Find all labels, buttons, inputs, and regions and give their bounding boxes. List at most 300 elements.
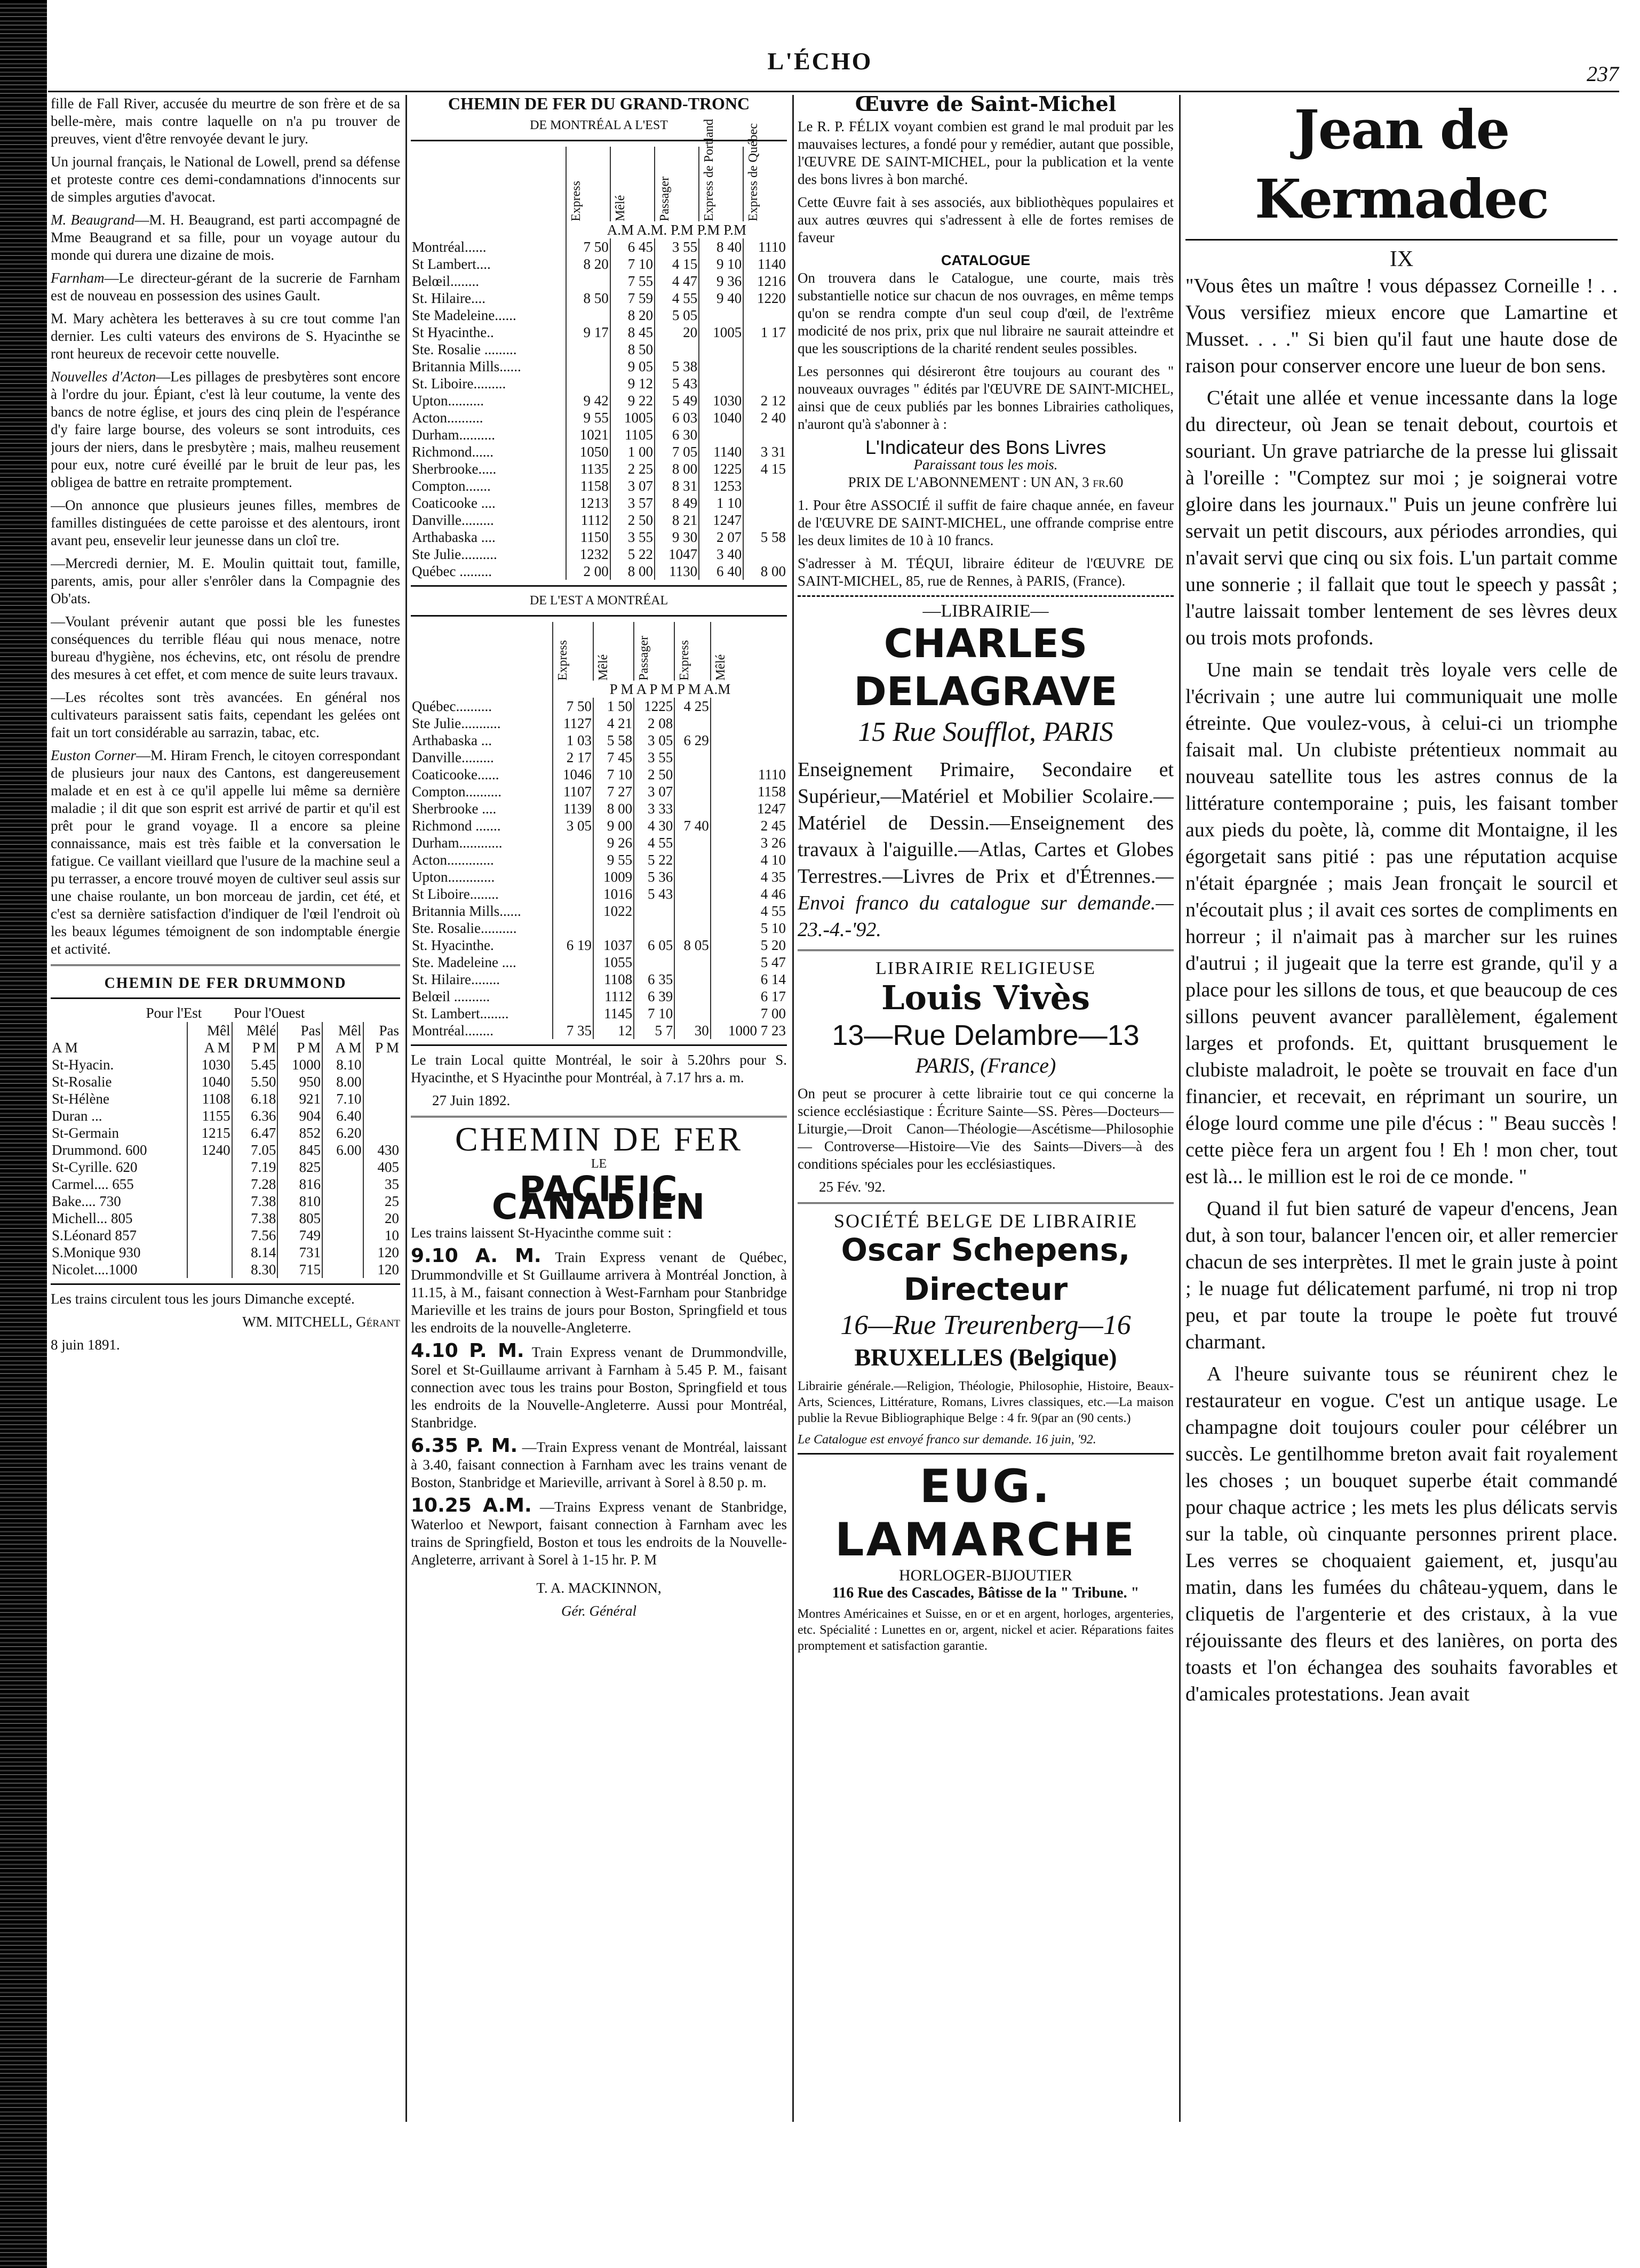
timetable-row — [51, 1176, 400, 1193]
time-cell — [743, 426, 787, 443]
vives-address: 13—Rue Delambre—13 — [832, 1019, 1140, 1051]
time-cell: 4 55 — [634, 834, 674, 851]
col-head: Express — [678, 640, 692, 681]
time-cell: 3 05 — [634, 732, 674, 749]
time-cell: 8 20 — [610, 307, 655, 324]
story-paragraph: A l'heure suivante tous se réunirent chez le restaurateur en vogue. C'est un antique usage. Le champagne doit toujours couler pour célébrer un succès. Le gentilhomme breton avait fait royalement les choses ; un bouquet superbe était commandé pour chaque actrice ; les mets les plus délicats servis sur la table, où cinquante personnes prirent place. Les verres se choquaient gaiement, et, jusqu'au matin, dans les fumées du château-yquem, dans le cliquetis de l'argenterie et des cristaux, à la vue réjouissante des fleurs et des lanières, on porta des toasts et l'on échangea des souhaits favorables et d'amicales protestations. Jean avait — [1185, 1363, 1618, 1705]
time-cell — [187, 1227, 232, 1244]
article-paragraph: Un journal français, le National de Lowell, prend sa défense et proteste contre ces demi-condamnations d'innocents sur de simples arguties d'avocat. — [51, 154, 400, 205]
time-cell — [674, 766, 711, 783]
timetable-row — [411, 426, 787, 443]
delagrave-label: —LIBRAIRIE— — [922, 601, 1049, 621]
timetable-heads — [411, 147, 787, 221]
column-2-railways — [411, 95, 787, 2250]
cp-text: Train Express venant de Québec, Drummondville et St Guillaume arrivera à Montréal Jonction, à 11.15, à M., faisant connection à West-Farnham pour Stanbridge Marieville et les trains de jours pour Boston, Springfield et tous les endroits de la nouvelle-Angleterre. — [411, 1249, 787, 1336]
time-cell: 7 27 — [593, 783, 634, 800]
time-cell — [553, 851, 593, 868]
timetable-row — [411, 1022, 787, 1039]
time-cell — [674, 800, 711, 817]
time-cell — [674, 954, 711, 971]
ad-paragraph: Cette Œuvre fait à ses associés, aux bibliothèques populaires et aux autres œuvres qui s'adressent à elle de fortes remises de faveur — [798, 194, 1174, 245]
cp-time: 9.10 A. M. — [411, 1245, 542, 1267]
time-cell: 8 31 — [655, 477, 699, 494]
time-cell: 1216 — [743, 273, 787, 290]
time-cell: 1000 — [277, 1056, 322, 1073]
time-cell: 1110 — [743, 238, 787, 255]
time-cell — [322, 1210, 363, 1227]
station-name: Michell... 805 — [52, 1210, 133, 1226]
timetable-note: Le train Local quitte Montréal, le soir à 5.20hrs pour S. Hyacinthe, et S Hyacinthe pour Montréal, à 7.17 hrs a. m. — [411, 1052, 787, 1085]
time-cell: 8 05 — [674, 937, 711, 954]
section-rule — [411, 140, 787, 141]
time-cell: 5.50 — [232, 1073, 278, 1090]
time-cell: 7.19 — [232, 1159, 278, 1176]
station-name: Durham............ — [412, 835, 503, 851]
time-cell: 6 19 — [553, 937, 593, 954]
time-cell: 1000 7 23 — [711, 1022, 787, 1039]
timetable-row — [411, 307, 787, 324]
time-cell: 7 35 — [553, 1022, 593, 1039]
station-name: Ste. Rosalie.......... — [412, 920, 517, 936]
grand-trunk-subtitle: DE L'EST A MONTRÉAL — [529, 594, 668, 608]
time-cell — [593, 920, 634, 937]
timetable-ampm: P M A P M P M A.M — [553, 681, 787, 698]
article-paragraph — [51, 747, 400, 958]
section-rule — [51, 997, 400, 999]
station-name: Britannia Mills...... — [412, 358, 521, 374]
time-cell — [187, 1159, 232, 1176]
time-cell: 1 10 — [699, 494, 743, 512]
time-cell: 9 55 — [566, 409, 610, 426]
column-3-advertisements — [798, 95, 1174, 2250]
time-cell: 7.56 — [232, 1227, 278, 1244]
time-cell — [699, 375, 743, 392]
time-cell: 7 50 — [566, 238, 610, 255]
cp-text: —Train Express venant de Montréal, laissant à 3.40, faisant connection à Farnham avec les trains venant de Boston, Stanbridge et Marieville, arrivant à Sorel à 8.50 p. m. — [411, 1439, 787, 1490]
time-cell: 1155 — [187, 1107, 232, 1124]
time-cell: 1215 — [187, 1124, 232, 1141]
ampm: P M — [232, 1039, 278, 1056]
station-name: Richmond ....... — [412, 818, 501, 834]
time-cell: 2 00 — [566, 563, 610, 580]
time-cell: 1037 — [593, 937, 634, 954]
timetable-row — [411, 834, 787, 851]
time-cell: 1135 — [566, 460, 610, 477]
time-cell: 8 45 — [610, 324, 655, 341]
section-rule — [411, 615, 787, 617]
time-cell: 20 — [363, 1210, 400, 1227]
railway-title: CHEMIN DE FER DRUMMOND — [104, 975, 347, 992]
station-name: St Lambert.... — [412, 256, 491, 272]
time-cell — [674, 971, 711, 988]
time-cell: 9 30 — [655, 529, 699, 546]
time-cell: 816 — [277, 1176, 322, 1193]
time-cell — [553, 834, 593, 851]
time-cell — [674, 868, 711, 885]
cp-title-line2: PACIFIC CANADIEN — [491, 1169, 706, 1227]
col-head: Mêlé — [232, 1022, 278, 1039]
station-name: Ste Madeleine...... — [412, 307, 516, 323]
timetable-row — [411, 954, 787, 971]
timetable-row — [411, 477, 787, 494]
time-cell: 8 21 — [655, 512, 699, 529]
time-cell — [553, 903, 593, 920]
time-cell: 1009 — [593, 868, 634, 885]
section-rule — [798, 949, 1174, 953]
section-rule — [51, 1283, 400, 1285]
time-cell — [711, 698, 787, 715]
time-cell — [553, 1005, 593, 1022]
time-cell — [553, 954, 593, 971]
time-cell — [187, 1176, 232, 1193]
time-cell — [674, 834, 711, 851]
saint-michel-title: Œuvre de Saint-Michel — [855, 95, 1117, 116]
station-name: Upton.......... — [412, 393, 484, 409]
time-cell: 6.36 — [232, 1107, 278, 1124]
station-name: Arthabaska .... — [412, 529, 496, 545]
article-paragraph: M. Mary achètera les betteraves à su cre tout comme l'an dernier. Les culti vateurs des environs de S. Hyacinthe se ront heureux de recevoir cette nouvelle. — [51, 310, 400, 362]
cp-schedule — [411, 1247, 787, 1337]
time-cell: 1225 — [699, 460, 743, 477]
time-cell — [743, 307, 787, 324]
timetable-row — [411, 290, 787, 307]
time-cell: 1158 — [566, 477, 610, 494]
time-cell: 1127 — [553, 715, 593, 732]
time-cell: 1005 — [610, 409, 655, 426]
ad-text: Enseignement Primaire, Secondaire et Supérieur,—Matériel et Mobilier Scolaire.—Matériel de Dessin.—Enseignement des travaux à l'aiguille.—Atlas, Cartes et Globes Terrestres.—Livres de Prix et d'Étrennes. — [798, 758, 1174, 888]
time-cell: 6 17 — [711, 988, 787, 1005]
time-cell — [674, 903, 711, 920]
timetable-row — [411, 988, 787, 1005]
time-cell: 7 40 — [674, 817, 711, 834]
station-name: Arthabaska ... — [412, 732, 492, 748]
time-cell: 4 15 — [743, 460, 787, 477]
time-cell — [711, 749, 787, 766]
time-cell: 5 36 — [634, 868, 674, 885]
time-cell: 8 20 — [566, 255, 610, 273]
station-name: Québec.......... — [412, 698, 492, 714]
timetable-row — [411, 529, 787, 546]
cp-signature-role: Gér. Général — [561, 1603, 636, 1619]
timetable-row — [411, 868, 787, 885]
station-name: Belœil .......... — [412, 988, 490, 1004]
time-cell: 1040 — [187, 1073, 232, 1090]
time-cell — [363, 1090, 400, 1107]
direction-west: Pour l'Ouest — [234, 1005, 305, 1021]
article-lead: M. Beaugrand — [51, 212, 135, 228]
col-head: Mêlé — [613, 195, 627, 221]
time-cell — [743, 477, 787, 494]
timetable-row — [51, 1073, 400, 1090]
timetable-row — [411, 885, 787, 903]
grand-trunk-title: CHEMIN DE FER DU GRAND-TRONC — [448, 95, 750, 113]
timetable-row — [51, 1056, 400, 1073]
time-cell: 1145 — [593, 1005, 634, 1022]
ad-price: PRIX DE L'ABONNEMENT : UN AN, 3 fr.60 — [848, 474, 1124, 490]
station-name: Belœil........ — [412, 273, 479, 289]
time-cell: 5 49 — [655, 392, 699, 409]
section-rule — [411, 585, 787, 587]
timetable-row — [51, 1159, 400, 1176]
time-cell: 1232 — [566, 546, 610, 563]
cp-time: 10.25 A.M. — [411, 1495, 532, 1516]
time-cell: 6 14 — [711, 971, 787, 988]
cp-text: —Trains Express venant de Stanbridge, Waterloo et Newport, faisant connection à Farnham avec les trains de Springfield, Boston et tous les endroits de la Nouvelle-Angleterre, arrivant à Sorel à 1-15 hr. P. M — [411, 1499, 787, 1568]
railway-direction-heads — [51, 1004, 400, 1022]
time-cell: 5 47 — [711, 954, 787, 971]
time-cell: 7 59 — [610, 290, 655, 307]
time-cell: 9 22 — [610, 392, 655, 409]
time-cell — [322, 1159, 363, 1176]
time-cell: 1247 — [711, 800, 787, 817]
time-cell: 904 — [277, 1107, 322, 1124]
time-cell: 1107 — [553, 783, 593, 800]
time-cell — [553, 988, 593, 1005]
header-rule — [48, 91, 1619, 92]
time-cell: 1050 — [566, 443, 610, 460]
direction-east: Pour l'Est — [146, 1005, 202, 1021]
time-cell — [699, 426, 743, 443]
time-cell: 3 55 — [655, 238, 699, 255]
time-cell: 7 05 — [655, 443, 699, 460]
time-cell: 1253 — [699, 477, 743, 494]
time-cell: 5 05 — [655, 307, 699, 324]
col-head: Mêlé — [596, 654, 611, 681]
time-cell — [187, 1261, 232, 1278]
timetable-row — [411, 238, 787, 255]
station-name: Coaticooke...... — [412, 766, 499, 782]
time-cell — [322, 1193, 363, 1210]
time-cell: 2 08 — [634, 715, 674, 732]
station-name: S.Monique 930 — [52, 1244, 141, 1260]
time-cell: 1016 — [593, 885, 634, 903]
time-cell: 5 10 — [711, 920, 787, 937]
time-cell — [674, 749, 711, 766]
feuilleton-title: Jean de Kermadec — [1254, 98, 1549, 230]
story-paragraph: C'était une allée et venue incessante dans la loge du directeur, où Jean se tenait debout, courtois et souriant. Un grave patriarche de la presse lui glissait à l'oreille : "Comptez sur moi ; je soignerai votre gloire dans les journaux." Puis un jeune confrère lui servait un petit discours, aux périodes arrondies, qui n'avait servi que cinq ou six fois. L'un partait comme une sonnerie ; il fallait que tout le speech y passât ; l'autre laissait tomber lentement de ses lèvres deux ou trois mots profonds. — [1185, 387, 1618, 649]
timetable-row — [411, 851, 787, 868]
timetable-row — [411, 903, 787, 920]
timetable-row — [51, 1227, 400, 1244]
station-name: Sherbrooke..... — [412, 461, 497, 477]
timetable-row — [411, 546, 787, 563]
time-cell: 5 58 — [743, 529, 787, 546]
timetable-row — [51, 1210, 400, 1227]
time-cell: 1 50 — [593, 698, 634, 715]
time-cell: 8 50 — [610, 341, 655, 358]
time-cell — [674, 851, 711, 868]
time-cell: 2 40 — [743, 409, 787, 426]
station-name: St. Hilaire........ — [412, 971, 500, 987]
time-cell: 731 — [277, 1244, 322, 1261]
station-name: Nicolet....1000 — [52, 1261, 138, 1277]
time-cell: 805 — [277, 1210, 322, 1227]
station-name: Québec ......... — [412, 563, 492, 579]
grand-trunk-west-timetable — [411, 622, 787, 1039]
section-rule — [411, 1044, 787, 1046]
ad-paragraph: Le R. P. FÉLIX voyant combien est grand le mal produit par les mauvaises lectures, a fondé pour y remédier, autant que possible, l'ŒUVRE DE SAINT-MICHEL, pour la publication et la vente des bons livres à bon marché. — [798, 118, 1174, 187]
time-cell: 2 50 — [610, 512, 655, 529]
ad-paragraph: On peut se procurer à cette librairie tout ce qui concerne la science ecclésiastique : Écriture Sainte—SS. Pères—Docteurs—Liturgie,—Droit Canon—Théologie—Ascétisme—Philosophie — Controverse—Histoire—Vie des Saints—Divers—à des conditions spéciales pour les ecclésiastiques. — [798, 1085, 1174, 1172]
timetable-row — [411, 920, 787, 937]
ad-paragraph: Le Catalogue est envoyé franco sur demande. 16 juin, '92. — [798, 1433, 1096, 1447]
time-cell: 1240 — [187, 1141, 232, 1159]
station-name: Upton............. — [412, 869, 495, 885]
time-cell: 1140 — [699, 443, 743, 460]
time-cell — [187, 1210, 232, 1227]
time-cell — [743, 375, 787, 392]
drummond-timetable — [51, 1022, 400, 1278]
article-paragraph: —Mercredi dernier, M. E. Moulin quittait tout, famille, parents, amis, pour aller s'enrôler dans la Compagnie des Ob'ats. — [51, 555, 400, 606]
cp-signature: T. A. MACKINNON, — [536, 1580, 662, 1596]
station-name: St. Hyacinthe. — [412, 937, 494, 953]
timetable-row — [51, 1244, 400, 1261]
timetable-body — [51, 1056, 400, 1278]
station-name: Drummond. 600 — [52, 1142, 147, 1158]
time-cell: 8.10 — [322, 1056, 363, 1073]
col-head: Mêl — [187, 1022, 232, 1039]
article-lead: Nouvelles d'Acton — [51, 369, 156, 385]
delagrave-text — [798, 756, 1174, 943]
article-lead: Euston Corner — [51, 747, 136, 763]
delagrave-address: 15 Rue Soufflot, PARIS — [858, 717, 1113, 747]
timetable-row — [411, 698, 787, 715]
time-cell: 9 42 — [566, 392, 610, 409]
time-cell: 749 — [277, 1227, 322, 1244]
time-cell — [711, 715, 787, 732]
time-cell — [322, 1176, 363, 1193]
time-cell: 3 26 — [711, 834, 787, 851]
timetable-date: 27 Juin 1892. — [432, 1092, 511, 1108]
column-divider — [405, 95, 407, 2122]
lamarche-address: 116 Rue des Cascades, Bâtisse de la " Tribune. " — [832, 1585, 1140, 1601]
story-paragraph: Une main se tendait très loyale vers celle de l'écrivain ; une autre lui communiquait une molle étreinte. Que voulez-vous, à celui-ci un triomphe faisait mal. Un clubiste prétentieux nommait au nouveau satellite tous les astres connus de la littérature contemporaine ; puis, les faisant tomber aux pieds du poète, là, comme dit Montaigne, il les égorgetait sans pitié : pas une réputation acquise n'était épargnée ; mais Jean fronçait le sourcil et n'écoutait plus ; il avait ces sortes de compliments en horreur ; il n'aimait pas à marcher sur les ruines d'autrui ; il jugeait que la terre est grande, qu'il y a place pour les sillons de tous, et que beaucoup de ces sillons peuvent avancer parallèlement, également larges et profonds. Et, quittant brusquement le clubiste maladroit, le poète se trouvait en face d'un financier, et recevait, en réprimant un sourire, un éloge lourd comme une pile d'écus : " Beau succès ! cette pièce fera un argent fou ! Eh ! mon cher, tout est là... le million est le roi de ce monde. " — [1185, 659, 1618, 1188]
time-cell: 1 03 — [553, 732, 593, 749]
time-cell: 4 21 — [593, 715, 634, 732]
section-rule — [51, 964, 400, 968]
cp-schedule — [411, 1497, 787, 1569]
time-cell — [566, 341, 610, 358]
time-cell — [743, 546, 787, 563]
time-cell: 1 00 — [610, 443, 655, 460]
time-cell — [187, 1193, 232, 1210]
time-cell: 2 07 — [699, 529, 743, 546]
time-cell: 5 20 — [711, 937, 787, 954]
time-cell: 1047 — [655, 546, 699, 563]
time-cell: 9 26 — [593, 834, 634, 851]
time-cell: 12 — [593, 1022, 634, 1039]
timetable-signature: WM. MITCHELL, Gérant — [242, 1314, 400, 1330]
station-name: St. Liboire......... — [412, 376, 506, 392]
timetable-row — [51, 1141, 400, 1159]
time-cell — [322, 1261, 363, 1278]
belge-city: BRUXELLES (Belgique) — [854, 1344, 1117, 1371]
station-name: Danville......... — [412, 512, 494, 528]
time-cell: 5 22 — [610, 546, 655, 563]
time-cell — [566, 307, 610, 324]
time-cell — [674, 920, 711, 937]
cp-text: Train Express venant de Drummondville, Sorel et St-Guillaume arrivant à Farnham à 5.45 P. M., faisant connection avec tous les trains pour Boston, Springfield et tous les endroits de la Nouvelle-Angleterre. Aussi pour Montréal, Stanbridge. — [411, 1344, 787, 1431]
time-cell — [674, 988, 711, 1005]
time-cell — [187, 1244, 232, 1261]
time-cell: 6 29 — [674, 732, 711, 749]
time-cell: 8 00 — [655, 460, 699, 477]
station-name: St. Hilaire.... — [412, 290, 485, 306]
col-head: Pas — [363, 1022, 400, 1039]
time-cell: 7.05 — [232, 1141, 278, 1159]
time-cell: 845 — [277, 1141, 322, 1159]
station-name: S.Léonard 857 — [52, 1227, 137, 1243]
timetable-row — [411, 971, 787, 988]
time-cell: 1112 — [593, 988, 634, 1005]
ad-paragraph: On trouvera dans le Catalogue, une courte, mais très substantielle notice sur chacun de nos ouvrages, en même temps qu'on se rendra compte d'un seul coup d'œil, de l'extrême modicité de nos prix, prix que nul libraire ne saurait atteindre et que les souscriptions de la charité rendent seules possibles. — [798, 270, 1174, 356]
time-cell: 852 — [277, 1124, 322, 1141]
timetable-row — [411, 375, 787, 392]
time-cell: 2 25 — [610, 460, 655, 477]
time-cell — [674, 885, 711, 903]
timetable-row — [411, 563, 787, 580]
time-cell: 950 — [277, 1073, 322, 1090]
article-paragraph: —On annonce que plusieurs jeunes filles, membres de familles distinguées de cette paroisse et des alentours, iront avant peu, ensevelir leur jeunesse dans un cloî tre. — [51, 497, 400, 548]
time-cell: 10 — [363, 1227, 400, 1244]
time-cell: 3 55 — [634, 749, 674, 766]
timetable-note: Les trains circulent tous les jours Dimanche excepté. — [51, 1291, 355, 1307]
col-head: Express de Portland — [702, 119, 716, 221]
indicateur-sub: Paraissant tous les mois. — [913, 457, 1058, 473]
station-name: Ste Julie........... — [412, 715, 501, 731]
station-name: Acton.......... — [412, 410, 483, 426]
cp-title-le: LE — [591, 1157, 607, 1171]
time-cell: 35 — [363, 1176, 400, 1193]
article-paragraph: —Les récoltes sont très avancées. En général nos cultivateurs paraissent satis faits, cependant les gelées ont fait un tort considérable au sarrazin, tabac, etc. — [51, 689, 400, 740]
cp-schedule — [411, 1437, 787, 1491]
timetable-date: 8 juin 1891. — [51, 1337, 120, 1353]
delagrave-name: CHARLES DELAGRAVE — [854, 621, 1118, 715]
time-cell: 4 35 — [711, 868, 787, 885]
time-cell: 1055 — [593, 954, 634, 971]
time-cell — [322, 1227, 363, 1244]
time-cell — [634, 903, 674, 920]
ad-text: —Envoi franco du catalogue sur demande.—23.-4.-'92. — [798, 865, 1174, 941]
time-cell: 4 47 — [655, 273, 699, 290]
time-cell: 8 49 — [655, 494, 699, 512]
station-name: Britannia Mills...... — [412, 903, 521, 919]
time-cell: 6.00 — [322, 1141, 363, 1159]
time-cell — [363, 1124, 400, 1141]
timetable-row — [51, 1090, 400, 1107]
station-name: Carmel.... 655 — [52, 1176, 134, 1192]
ampm: A M — [52, 1040, 78, 1056]
page-spine-shadow — [0, 0, 47, 2268]
timetable-row — [411, 783, 787, 800]
time-cell — [553, 868, 593, 885]
station-name: St Liboire........ — [412, 886, 499, 902]
time-cell: 1030 — [699, 392, 743, 409]
time-cell — [566, 358, 610, 375]
timetable-row — [411, 512, 787, 529]
time-cell: 4 10 — [711, 851, 787, 868]
time-cell: 6 45 — [610, 238, 655, 255]
section-rule — [798, 595, 1174, 597]
time-cell: 7.10 — [322, 1090, 363, 1107]
catalogue-heading: CATALOGUE — [941, 252, 1030, 268]
timetable-row — [411, 749, 787, 766]
article-text: —M. Hiram French, le citoyen correspondant de plusieurs jour naux des Cantons, est dangereusement malade et en est à ce qu'il appelle lui même sa dernière maladie ; il dit que son esprit est arrivé de partir et qu'il est prêt pour le grand voyage. Il a encore sa pleine connaissance, mais est très faible et la conversation le fatigue. Ce vaillant vieillard que l'usure de la machine seul a pu terrasser, a encore trouvé moyen de cultiver seul assis sur une chaise roulante, un bon morceau de jardin, cet été, et c'est sa dernière satisfaction d'indiquer de l'œil l'endroit où les beaux légumes témoignent de son indomptable énergie et activité. — [51, 747, 400, 957]
time-cell: 1247 — [699, 512, 743, 529]
time-cell: 3 33 — [634, 800, 674, 817]
article-text: —Les pillages de presbytères sont encore à l'ordre du jour. Épiant, c'est là leur coutume, la vente des bancs de notre église, et jours des cinq plein de l'espérance d'y faire large bourse, des voleurs se sont introduits, ces jours der niers, dans le presbytère ; mais, malheu reusement pour eux, notre curé éveillé par le bruit de leur pas, les obligea de battre en retraite promptement. — [51, 369, 400, 490]
article-paragraph — [51, 269, 400, 305]
